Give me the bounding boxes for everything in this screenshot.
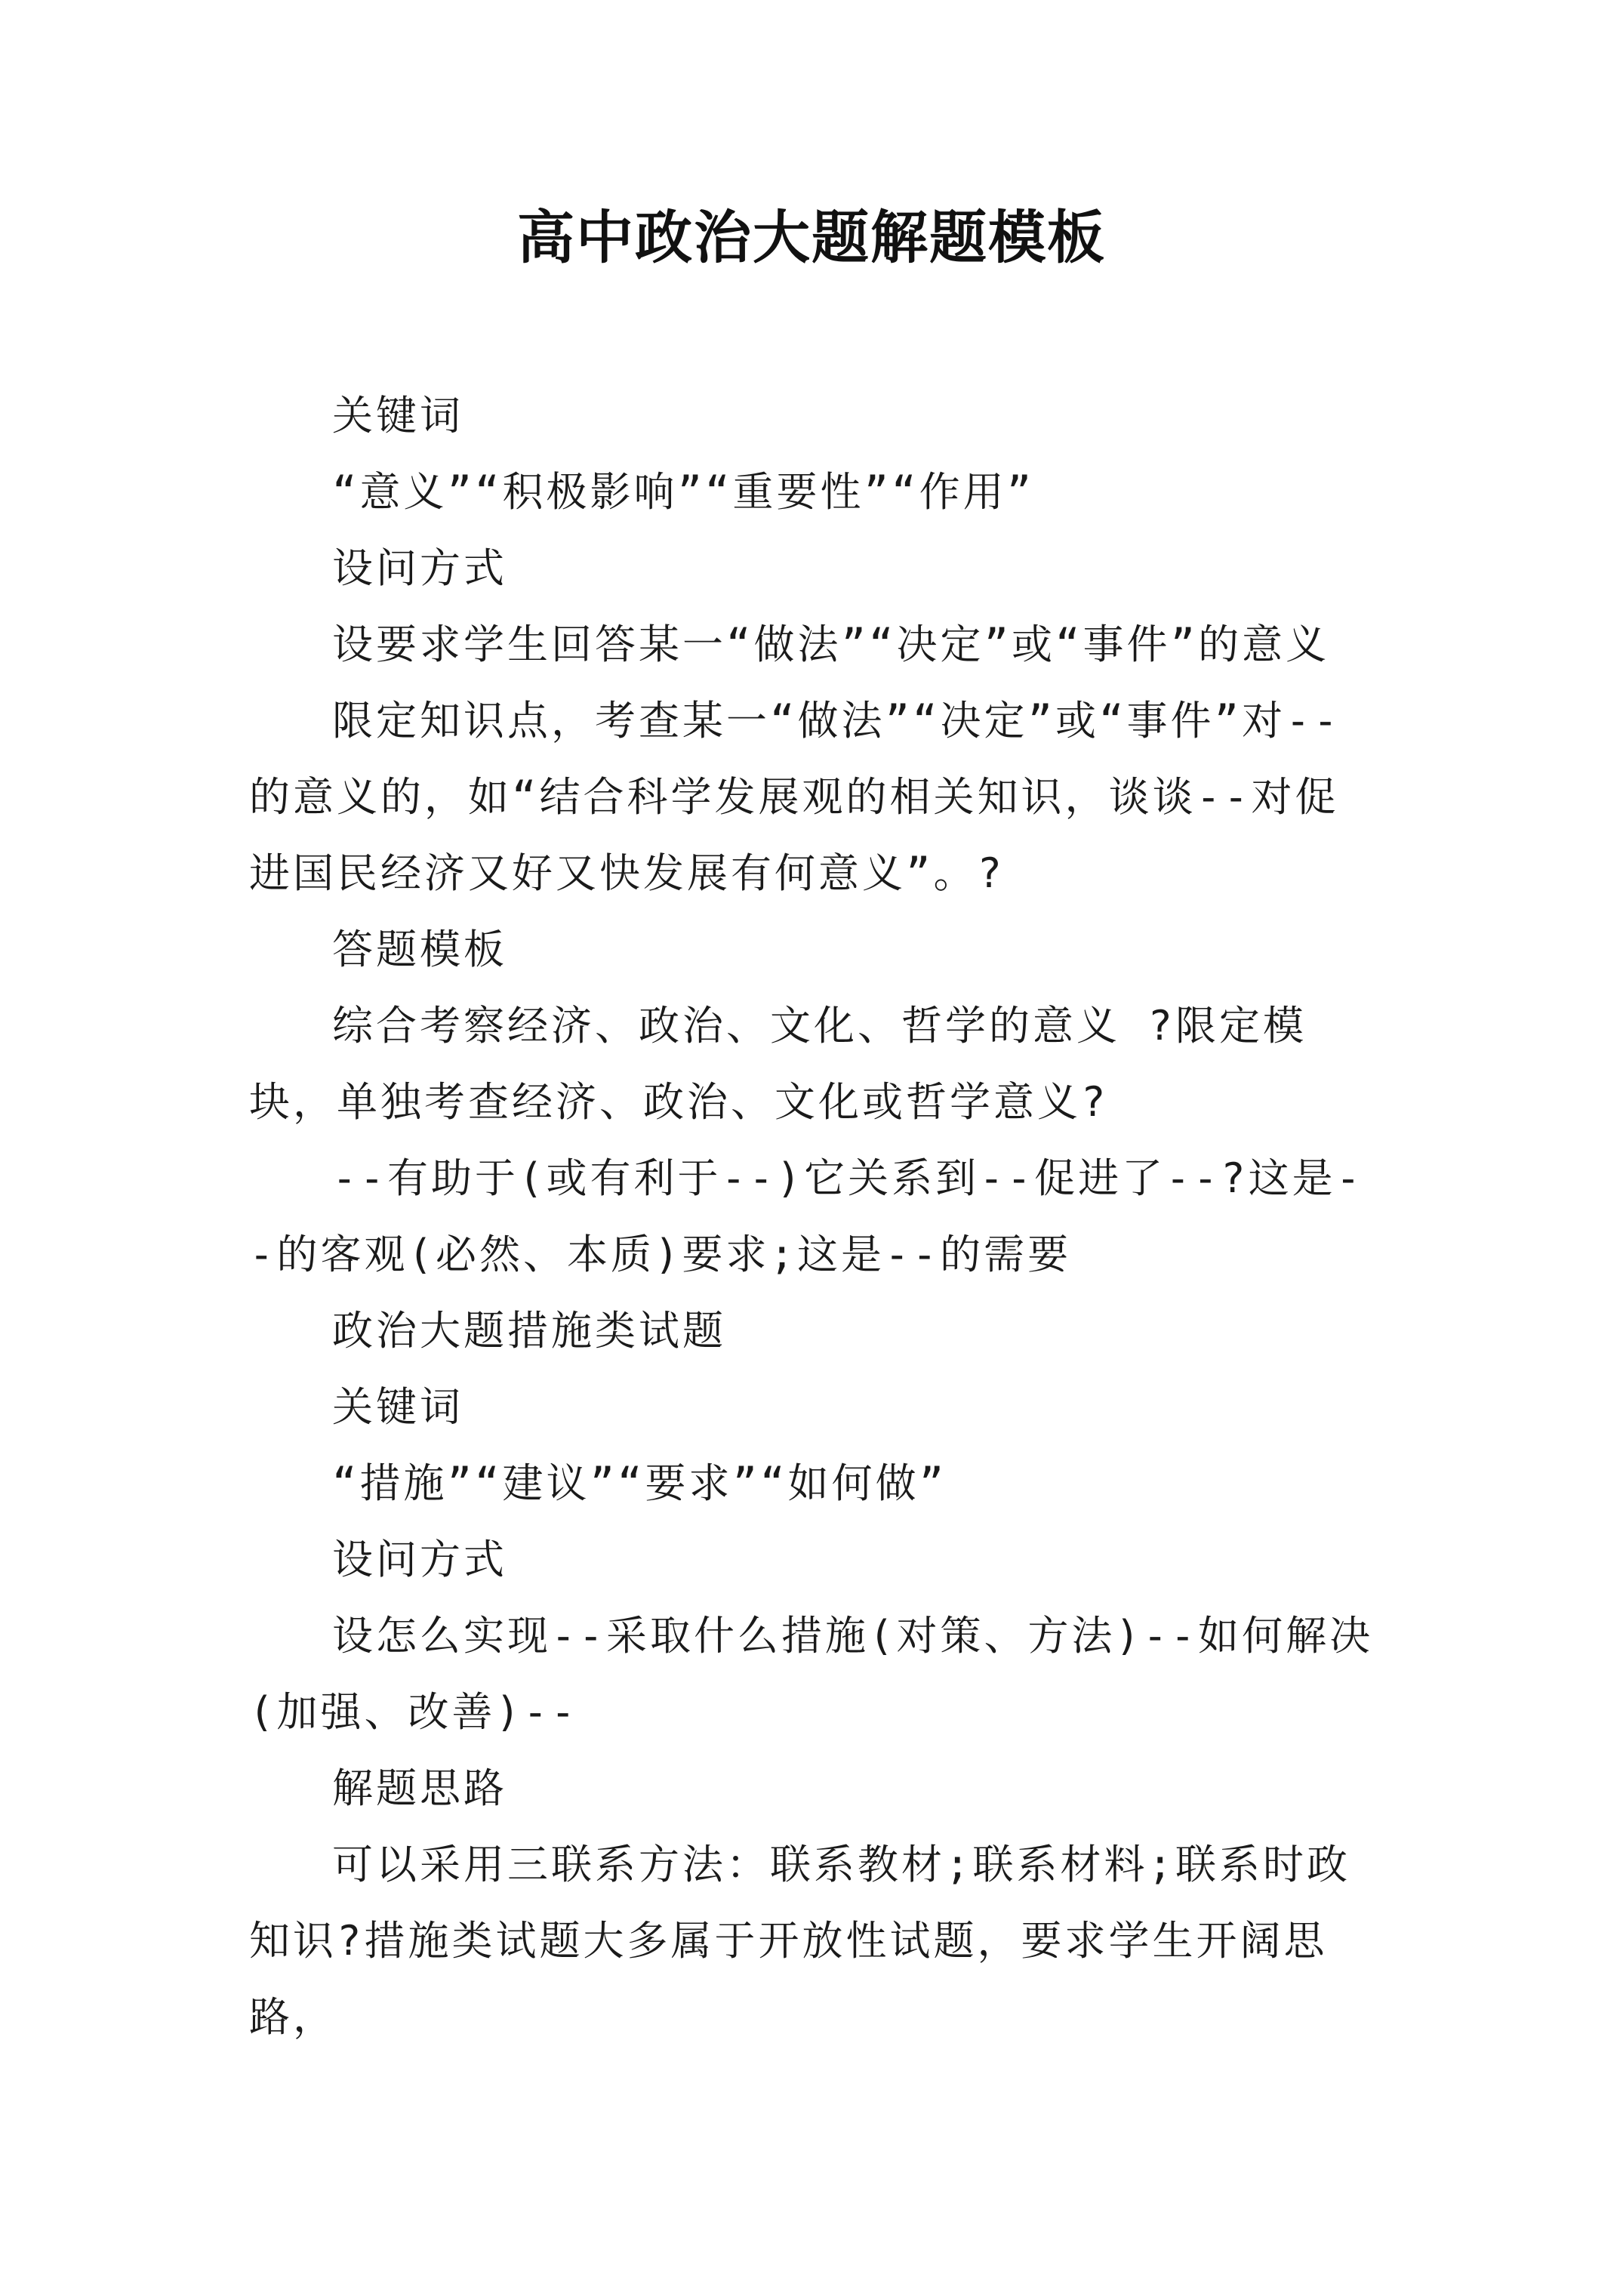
paragraph: 设问方式 <box>332 1536 507 1583</box>
paragraph: 关键词 <box>332 1383 463 1431</box>
paragraph: 综合考察经济、政治、文化、哲学的意义 ?限定模块，单独考查经济、政治、文化或哲学意义? <box>249 1002 1307 1126</box>
paragraph: 政治大题措施类试题 <box>332 1307 726 1354</box>
paragraph: 答题模板 <box>332 926 507 973</box>
paragraph: 可以采用三联系方法：联系教材;联系材料;联系时政知识?措施类试题大多属于开放性试题，要求学生开阔思路， <box>249 1841 1351 2041</box>
document-body <box>249 378 1381 2055</box>
paragraph: “措施”“建议”“要求”“如何做” <box>332 1459 947 1507</box>
paragraph: --有助于(或有利于--)它关系到--促进了--?这是--的客观(必然、本质)要求;这是--的需要 <box>249 1154 1364 1278</box>
paragraph: “意义”“积极影响”“重要性”“作用” <box>332 468 1035 516</box>
paragraph: 设要求学生回答某一“做法”“决定”或“事件”的意义 <box>332 621 1330 668</box>
paragraph: 解题思路 <box>332 1764 507 1812</box>
paragraph: 设怎么实现--采取什么措施(对策、方法)--如何解决(加强、改善)-- <box>249 1612 1374 1736</box>
page-title: 高中政治大题解题模板 <box>517 204 1106 271</box>
paragraph: 限定知识点，考查某一“做法”“决定”或“事件”对--的意义的，如“结合科学发展观的相关知识，谈谈--对促进国民经济又好又快发展有何意义”。? <box>249 697 1341 897</box>
paragraph: 设问方式 <box>332 544 507 592</box>
paragraph: 关键词 <box>332 392 463 439</box>
